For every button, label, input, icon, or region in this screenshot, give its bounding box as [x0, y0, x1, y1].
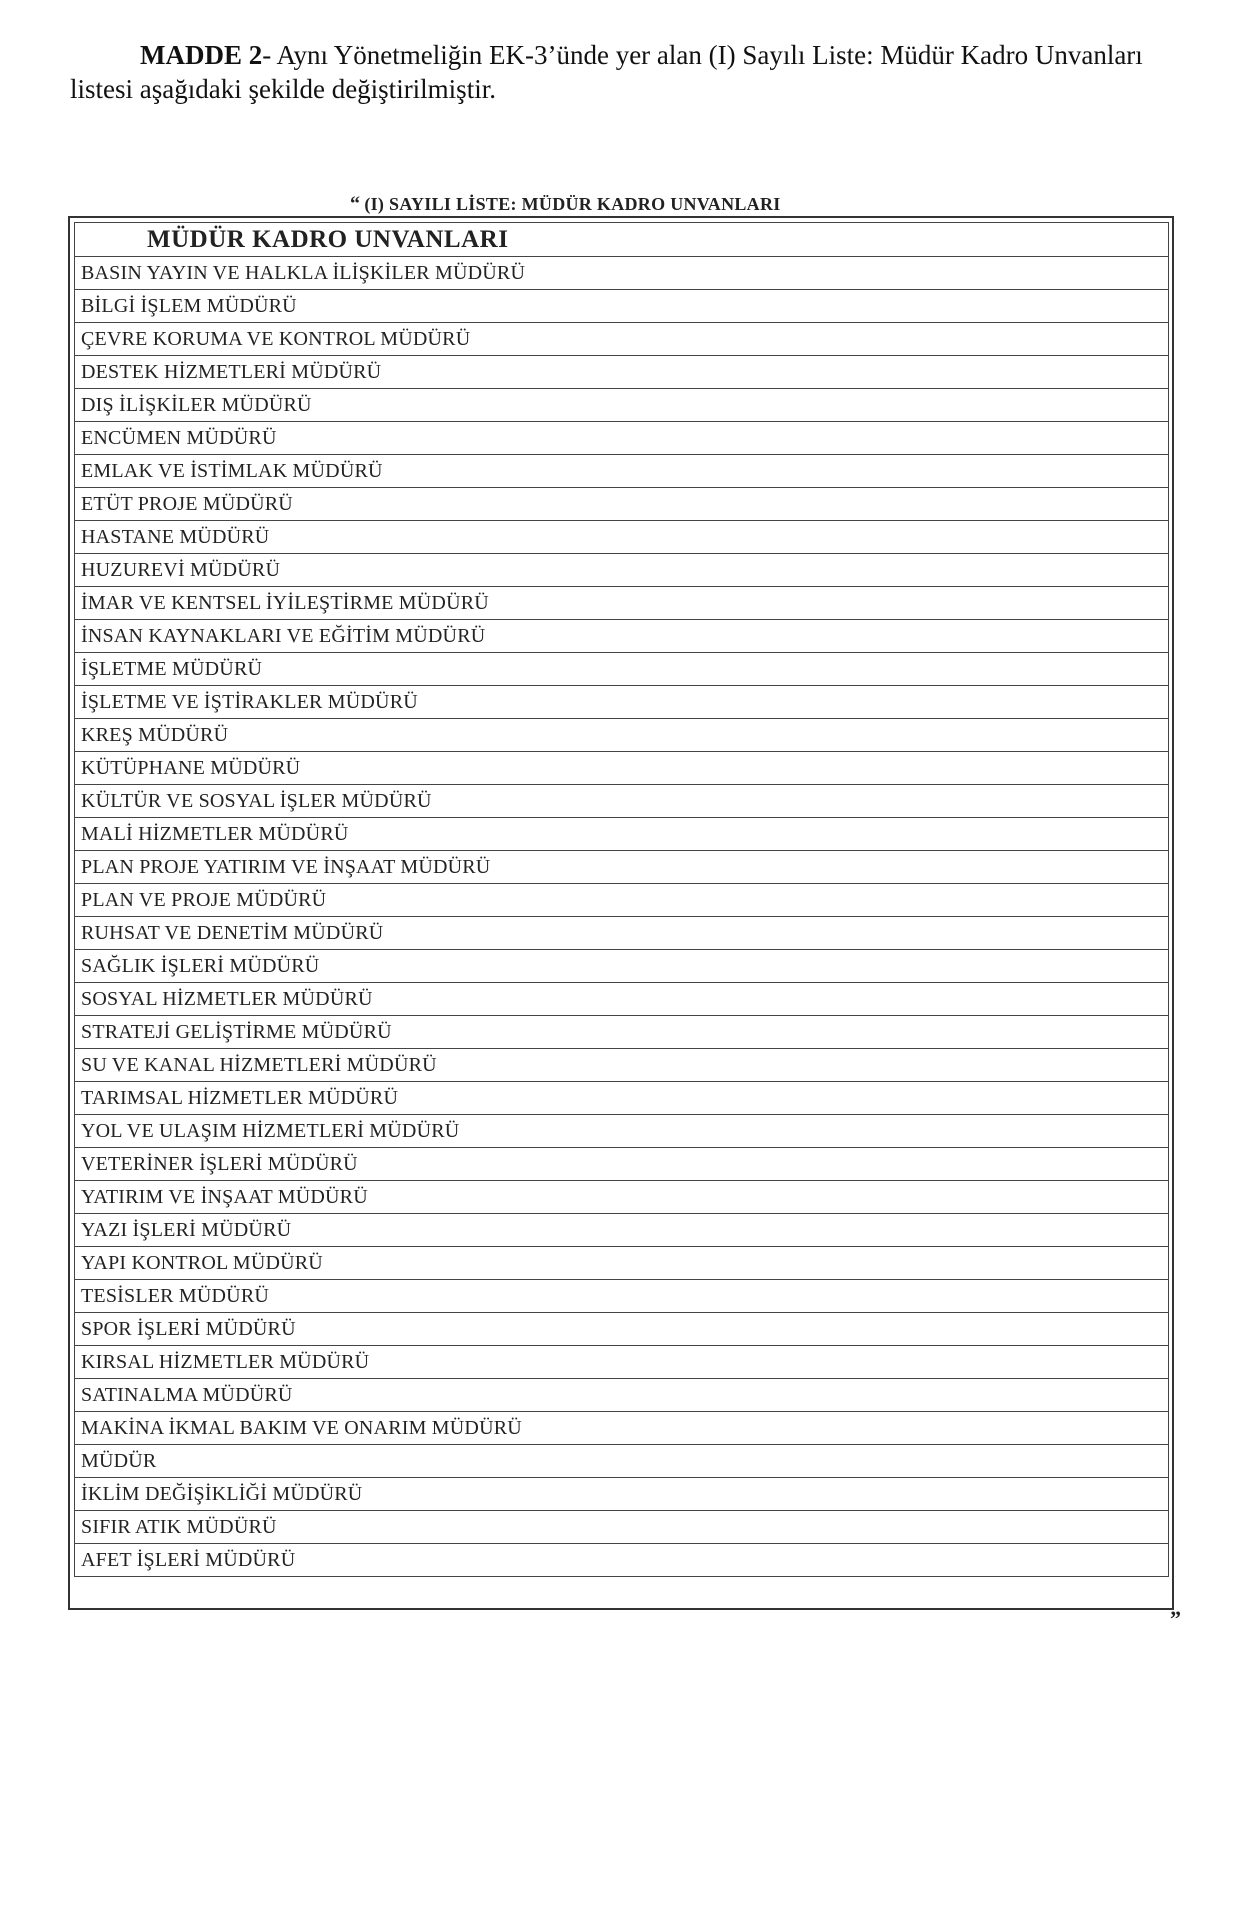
title-cell: BİLGİ İŞLEM MÜDÜRÜ — [75, 290, 1169, 323]
closing-quote: ” — [1170, 1606, 1181, 1631]
title-cell: MALİ HİZMETLER MÜDÜRÜ — [75, 818, 1169, 851]
table-row — [75, 1511, 1169, 1544]
title-cell: ETÜT PROJE MÜDÜRÜ — [75, 488, 1169, 521]
table-row — [75, 1280, 1169, 1313]
title-cell: TESİSLER MÜDÜRÜ — [75, 1280, 1169, 1313]
title-cell: YAZI İŞLERİ MÜDÜRÜ — [75, 1214, 1169, 1247]
title-cell: YATIRIM VE İNŞAAT MÜDÜRÜ — [75, 1181, 1169, 1214]
title-cell: KREŞ MÜDÜRÜ — [75, 719, 1169, 752]
table-row — [75, 620, 1169, 653]
title-cell: DIŞ İLİŞKİLER MÜDÜRÜ — [75, 389, 1169, 422]
table-row — [75, 1016, 1169, 1049]
title-cell: SIFIR ATIK MÜDÜRÜ — [75, 1511, 1169, 1544]
table-row — [75, 389, 1169, 422]
title-cell: VETERİNER İŞLERİ MÜDÜRÜ — [75, 1148, 1169, 1181]
table-header-row — [75, 223, 1169, 257]
table-row — [75, 290, 1169, 323]
table-row — [75, 950, 1169, 983]
title-cell: HASTANE MÜDÜRÜ — [75, 521, 1169, 554]
title-cell: SU VE KANAL HİZMETLERİ MÜDÜRÜ — [75, 1049, 1169, 1082]
article-label: MADDE 2 — [140, 40, 263, 70]
table-body — [75, 257, 1169, 1577]
title-cell: YOL VE ULAŞIM HİZMETLERİ MÜDÜRÜ — [75, 1115, 1169, 1148]
table-header: MÜDÜR KADRO UNVANLARI — [75, 223, 1169, 257]
table-row — [75, 1346, 1169, 1379]
table-row — [75, 1181, 1169, 1214]
title-cell: İŞLETME MÜDÜRÜ — [75, 653, 1169, 686]
title-cell: PLAN VE PROJE MÜDÜRÜ — [75, 884, 1169, 917]
table-row — [75, 488, 1169, 521]
table-row — [75, 1247, 1169, 1280]
title-cell: KÜTÜPHANE MÜDÜRÜ — [75, 752, 1169, 785]
title-cell: MÜDÜR — [75, 1445, 1169, 1478]
title-cell: SATINALMA MÜDÜRÜ — [75, 1379, 1169, 1412]
table-row — [75, 785, 1169, 818]
table-row — [75, 422, 1169, 455]
title-cell: KÜLTÜR VE SOSYAL İŞLER MÜDÜRÜ — [75, 785, 1169, 818]
table-row — [75, 356, 1169, 389]
title-cell: İMAR VE KENTSEL İYİLEŞTİRME MÜDÜRÜ — [75, 587, 1169, 620]
title-cell: ENCÜMEN MÜDÜRÜ — [75, 422, 1169, 455]
table-row — [75, 686, 1169, 719]
table-row — [75, 1082, 1169, 1115]
table-row — [75, 1313, 1169, 1346]
title-cell: ÇEVRE KORUMA VE KONTROL MÜDÜRÜ — [75, 323, 1169, 356]
table-row — [75, 719, 1169, 752]
table-row — [75, 323, 1169, 356]
table-row — [75, 455, 1169, 488]
titles-table-frame — [68, 216, 1174, 1610]
table-row — [75, 851, 1169, 884]
title-cell: SAĞLIK İŞLERİ MÜDÜRÜ — [75, 950, 1169, 983]
table-row — [75, 587, 1169, 620]
title-cell: MAKİNA İKMAL BAKIM VE ONARIM MÜDÜRÜ — [75, 1412, 1169, 1445]
table-row — [75, 1148, 1169, 1181]
title-cell: BASIN YAYIN VE HALKLA İLİŞKİLER MÜDÜRÜ — [75, 257, 1169, 290]
table-row — [75, 1379, 1169, 1412]
title-cell: İNSAN KAYNAKLARI VE EĞİTİM MÜDÜRÜ — [75, 620, 1169, 653]
title-cell: AFET İŞLERİ MÜDÜRÜ — [75, 1544, 1169, 1577]
title-cell: RUHSAT VE DENETİM MÜDÜRÜ — [75, 917, 1169, 950]
title-cell: SPOR İŞLERİ MÜDÜRÜ — [75, 1313, 1169, 1346]
title-cell: YAPI KONTROL MÜDÜRÜ — [75, 1247, 1169, 1280]
opening-quote: “ — [350, 193, 361, 215]
table-row — [75, 1115, 1169, 1148]
table-row — [75, 818, 1169, 851]
table-row — [75, 1445, 1169, 1478]
table-row — [75, 983, 1169, 1016]
title-cell: TARIMSAL HİZMETLER MÜDÜRÜ — [75, 1082, 1169, 1115]
table-row — [75, 653, 1169, 686]
title-cell: HUZUREVİ MÜDÜRÜ — [75, 554, 1169, 587]
table-row — [75, 1214, 1169, 1247]
title-cell: KIRSAL HİZMETLER MÜDÜRÜ — [75, 1346, 1169, 1379]
table-row — [75, 257, 1169, 290]
table-row — [75, 1478, 1169, 1511]
table-row — [75, 752, 1169, 785]
list-heading — [350, 193, 781, 216]
title-cell: İŞLETME VE İŞTİRAKLER MÜDÜRÜ — [75, 686, 1169, 719]
title-cell: SOSYAL HİZMETLER MÜDÜRÜ — [75, 983, 1169, 1016]
table-row — [75, 917, 1169, 950]
intro-text: - Aynı Yönetmeliğin EK-3’ünde yer alan (I) Sayılı Liste: Müdür Kadro Unvanları listesi aşağıdaki şekilde değiştirilmiştir. — [70, 40, 1143, 104]
title-cell: DESTEK HİZMETLERİ MÜDÜRÜ — [75, 356, 1169, 389]
table-row — [75, 1412, 1169, 1445]
table-row — [75, 884, 1169, 917]
table-row — [75, 554, 1169, 587]
intro-paragraph — [70, 38, 1200, 106]
titles-table — [74, 222, 1169, 1577]
title-cell: EMLAK VE İSTİMLAK MÜDÜRÜ — [75, 455, 1169, 488]
table-row — [75, 1544, 1169, 1577]
title-cell: PLAN PROJE YATIRIM VE İNŞAAT MÜDÜRÜ — [75, 851, 1169, 884]
list-heading-text: (I) SAYILI LİSTE: MÜDÜR KADRO UNVANLARI — [364, 194, 781, 214]
table-row — [75, 521, 1169, 554]
title-cell: STRATEJİ GELİŞTİRME MÜDÜRÜ — [75, 1016, 1169, 1049]
title-cell: İKLİM DEĞİŞİKLİĞİ MÜDÜRÜ — [75, 1478, 1169, 1511]
table-row — [75, 1049, 1169, 1082]
